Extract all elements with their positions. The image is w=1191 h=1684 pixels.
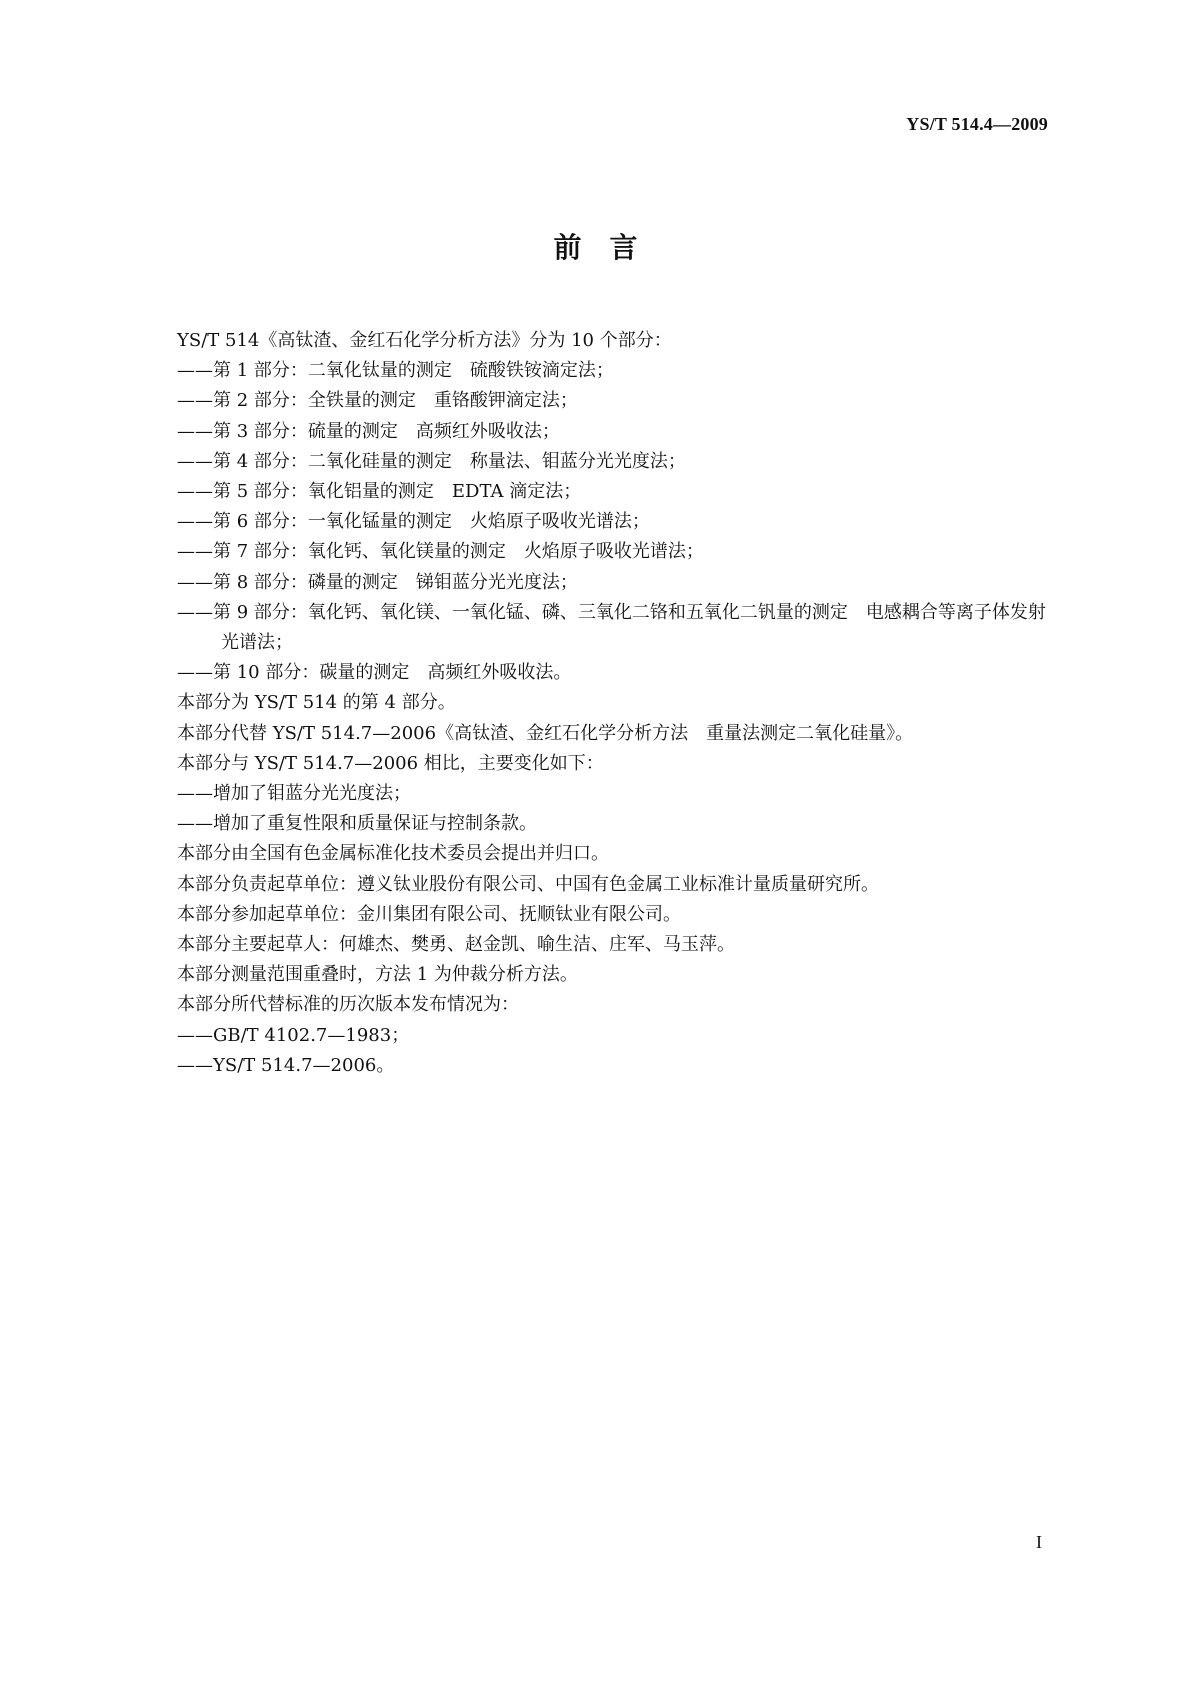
paragraph: 本部分主要起草人：何雄杰、樊勇、赵金凯、喻生洁、庄军、马玉萍。 [177,934,735,956]
paragraph: 本部分负责起草单位：遵义钛业股份有限公司、中国有色金属工业标准计量质量研究所。 [177,873,879,895]
paragraph: 本部分代替 YS/T 514.7—2006《高钛渣、金红石化学分析方法 重量法测定二氧化硅量》。 [177,722,914,744]
part-list-item: ——第 6 部分：一氧化锰量的测定 火焰原子吸收光谱法； [177,511,650,533]
part-list-item: ——第 9 部分：氧化钙、氧化镁、一氧化锰、磷、三氧化二铬和五氧化二钒量的测定 电感耦合等离子体发射光谱法； [177,601,1046,654]
part-list-item: ——第 7 部分：氧化钙、氧化镁量的测定 火焰原子吸收光谱法； [177,541,704,563]
paragraph: 本部分测量范围重叠时，方法 1 为仲裁分析方法。 [177,964,578,986]
paragraph: 本部分与 YS/T 514.7—2006 相比，主要变化如下： [177,752,604,774]
preface-body [177,326,1057,1081]
part-list-item: ——第 5 部分：氧化铝量的测定 EDTA 滴定法； [177,481,582,503]
change-list-item: ——增加了重复性限和质量保证与控制条款。 [177,813,537,835]
paragraph: 本部分所代替标准的历次版本发布情况为： [177,994,519,1016]
version-list-item: ——YS/T 514.7—2006。 [177,1054,395,1076]
part-list-item: ——第 4 部分：二氧化硅量的测定 称量法、钼蓝分光光度法； [177,450,686,472]
paragraph: 本部分为 YS/T 514 的第 4 部分。 [177,692,456,714]
intro-line: YS/T 514《高钛渣、金红石化学分析方法》分为 10 个部分： [177,330,672,351]
change-list-item: ——增加了钼蓝分光光度法； [177,783,411,805]
part-list-item: ——第 10 部分：碳量的测定 高频红外吸收法。 [177,662,572,684]
part-list-item: ——第 2 部分：全铁量的测定 重铬酸钾滴定法； [177,390,578,412]
part-list-item: ——第 1 部分：二氧化钛量的测定 硫酸铁铵滴定法； [177,360,614,382]
paragraph: 本部分由全国有色金属标准化技术委员会提出并归口。 [177,843,609,865]
page-title: 前 言 [553,231,638,264]
part-list-item: ——第 3 部分：硫量的测定 高频红外吸收法； [177,420,560,442]
page-number: I [1036,1532,1042,1552]
part-list-item: ——第 8 部分：磷量的测定 锑钼蓝分光光度法； [177,571,578,593]
paragraph: 本部分参加起草单位：金川集团有限公司、抚顺钛业有限公司。 [177,903,681,925]
version-list-item: ——GB/T 4102.7—1983； [177,1024,410,1046]
standard-number: YS/T 514.4—2009 [906,114,1048,134]
